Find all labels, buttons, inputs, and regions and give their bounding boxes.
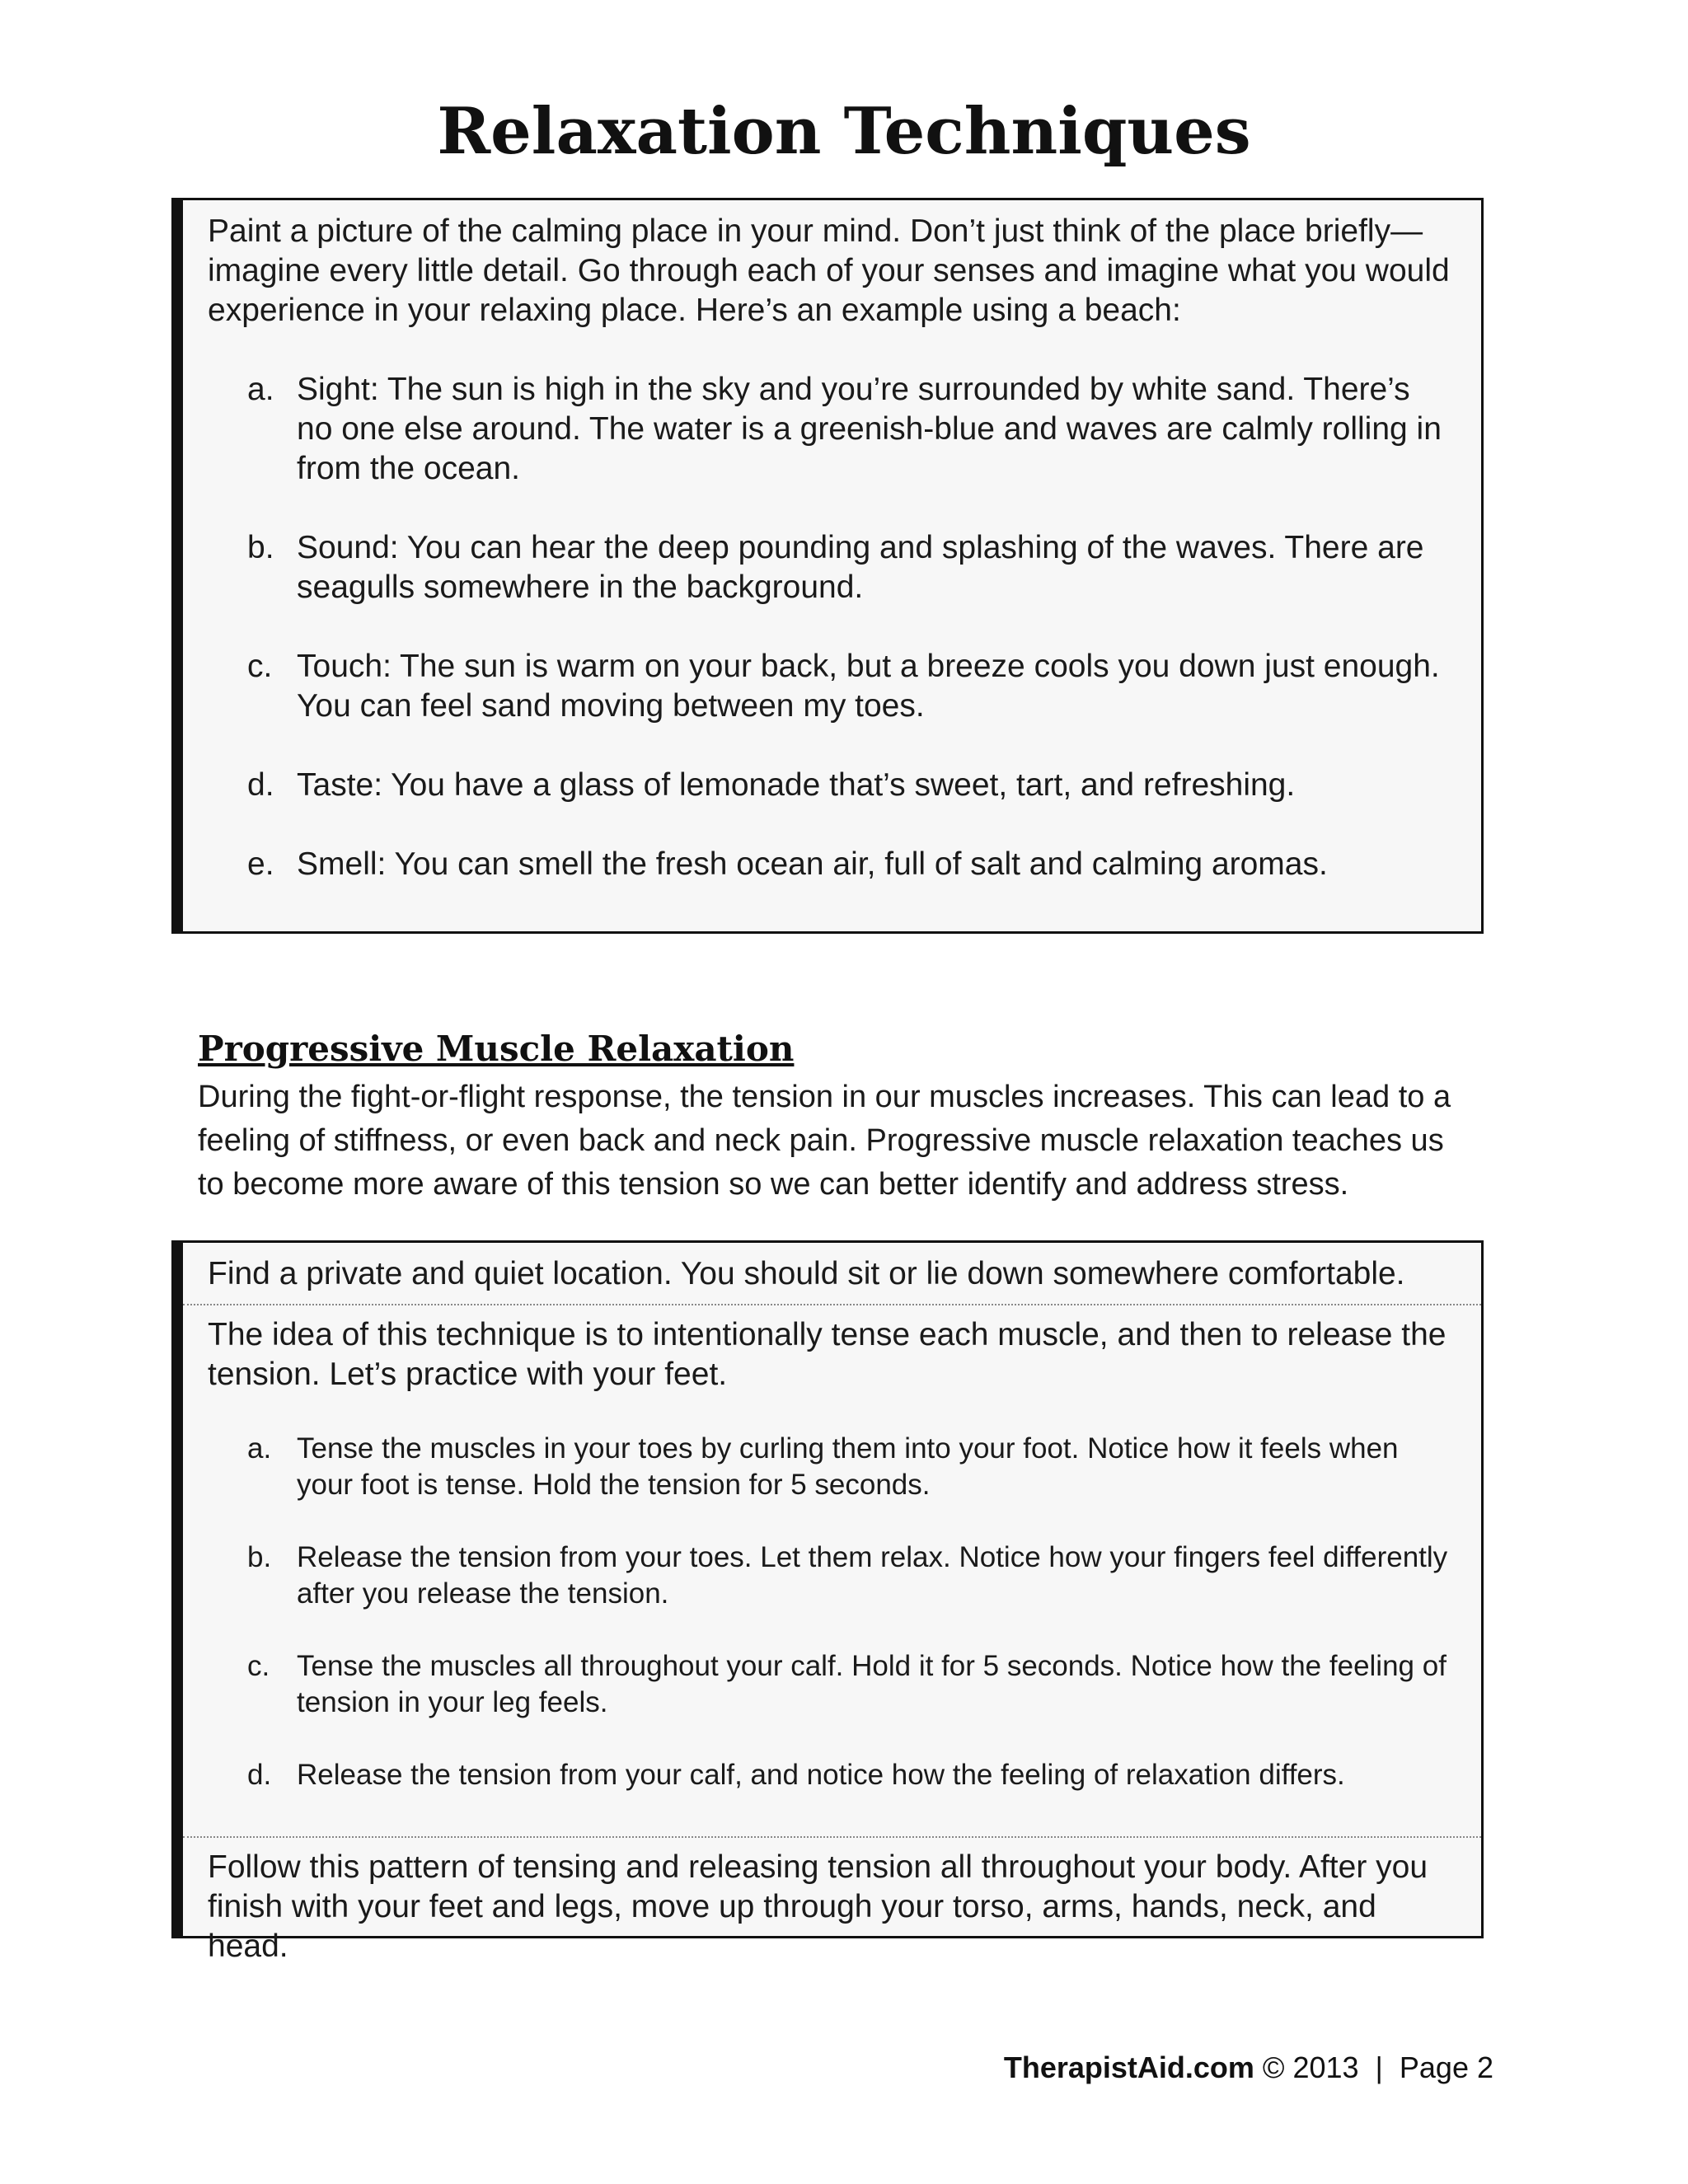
- list-item: [247, 1431, 1453, 1503]
- list-item: [247, 1648, 1453, 1721]
- page-title: Relaxation Techniques: [437, 94, 1251, 169]
- list-text: Taste: You have a glass of lemonade that’s sweet, tart, and refreshing.: [297, 767, 1296, 803]
- list-letter: e.: [247, 846, 274, 882]
- list-item: [247, 845, 1453, 884]
- list-text: Release the tension from your calf, and notice how the feeling of relaxation differs.: [297, 1759, 1345, 1791]
- list-item: [247, 647, 1453, 726]
- footer: [1004, 2048, 1493, 2088]
- list-letter: d.: [247, 767, 274, 803]
- list-text: Release the tension from your toes. Let them relax. Notice how your fingers feel differently after you release the tension.: [297, 1541, 1448, 1610]
- list-text: Sound: You can hear the deep pounding and splashing of the waves. There are seagulls somewhere in the background.: [297, 530, 1424, 605]
- pmr-step-1: Find a private and quiet location. You should sit or lie down somewhere comfortable.: [183, 1243, 1481, 1305]
- list-item: [247, 1757, 1453, 1793]
- list-item: [247, 370, 1453, 489]
- pmr-step-2: [183, 1305, 1481, 1838]
- footer-copyright: © 2013 | Page 2: [1254, 2050, 1493, 2084]
- list-letter: b.: [247, 1541, 272, 1573]
- list-letter: d.: [247, 1759, 272, 1791]
- list-text: Smell: You can smell the fresh ocean air, full of salt and calming aromas.: [297, 846, 1328, 882]
- imagery-intro: Paint a picture of the calming place in your mind. Don’t just think of the place briefly—imagine every little detail. Go through each of your senses and imagine what you would experience in your relaxing place. Here’s an example using a beach:: [208, 213, 1450, 328]
- imagery-box: [171, 198, 1484, 934]
- pmr-step-3: Follow this pattern of tensing and releasing tension all throughout your body. After you finish with your feet and legs, move up through your torso, arms, hands, neck, and head.: [208, 1849, 1428, 1964]
- footer-brand[interactable]: TherapistAid.com: [1003, 2050, 1254, 2084]
- section-description: During the fight-or-flight response, the tension in our muscles increases. This can lead to a feeling of stiffness, or even back and neck pain. Progressive muscle relaxation teaches us to become more aware of this tension so we can better identify and address stress.: [198, 1080, 1451, 1202]
- list-letter: c.: [247, 649, 273, 684]
- list-item: [247, 528, 1453, 607]
- imagery-list: [208, 370, 1453, 884]
- pmr-step-2-intro: The idea of this technique is to intentionally tense each muscle, and then to release the tension. Let’s practice with your feet.: [208, 1317, 1447, 1392]
- list-letter: a.: [247, 1432, 272, 1465]
- list-text: Tense the muscles in your toes by curling them into your foot. Notice how it feels when your foot is tense. Hold the tension for 5 seconds.: [297, 1432, 1399, 1501]
- list-item: [247, 766, 1453, 805]
- pmr-box: [171, 1240, 1484, 1964]
- list-item: [247, 1540, 1453, 1612]
- list-letter: b.: [247, 530, 274, 565]
- section-heading: Progressive Muscle Relaxation: [198, 1029, 795, 1069]
- list-letter: a.: [247, 372, 274, 407]
- list-text: Tense the muscles all throughout your calf. Hold it for 5 seconds. Notice how the feeling of tension in your leg feels.: [297, 1650, 1447, 1718]
- pmr-list: [208, 1431, 1453, 1793]
- list-text: Touch: The sun is warm on your back, but a breeze cools you down just enough. You can feel sand moving between my toes.: [297, 649, 1440, 724]
- list-text: Sight: The sun is high in the sky and you’re surrounded by white sand. There’s no one else around. The water is a greenish-blue and waves are calmly rolling in from the ocean.: [297, 372, 1442, 486]
- list-letter: c.: [247, 1650, 270, 1682]
